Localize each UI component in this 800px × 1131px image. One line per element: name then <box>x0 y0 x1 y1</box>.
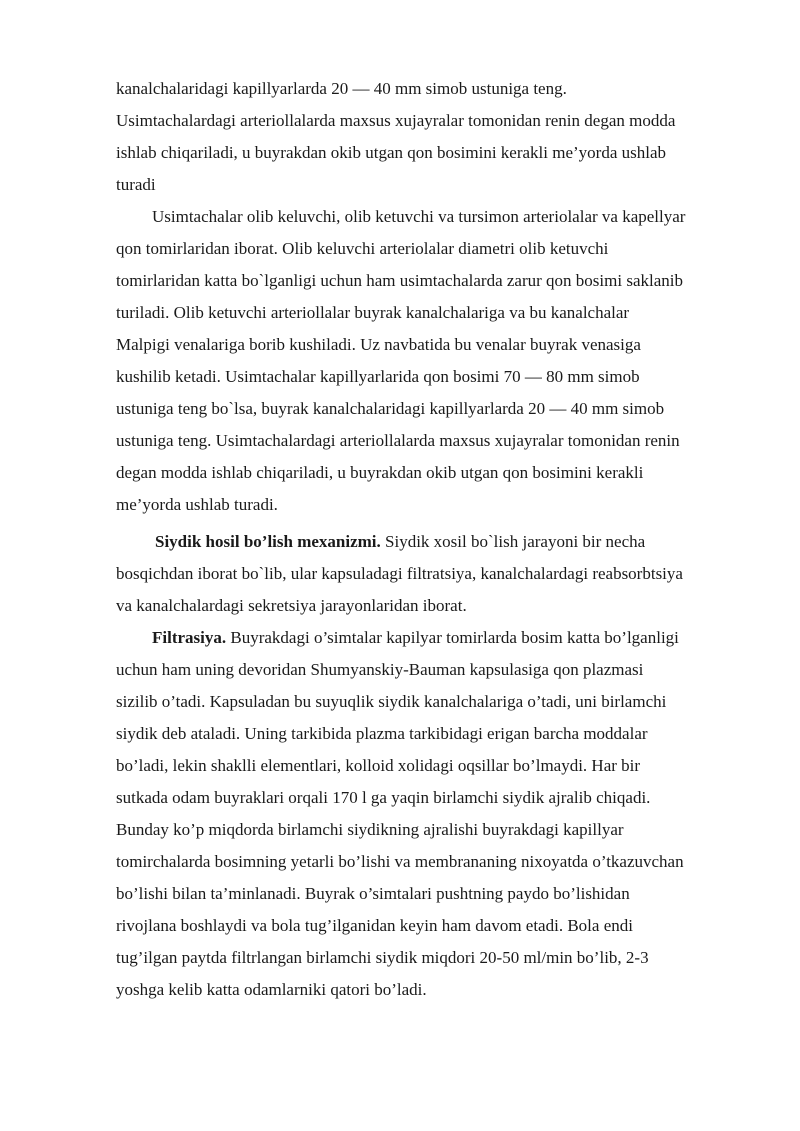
text-line: me’yorda ushlab turadi. <box>116 495 278 514</box>
paragraph-filtrasiya-first-line <box>152 628 679 648</box>
text-line: qon tomirlaridan iborat. Olib keluvchi arteriolalar diametri olib ketuvchi <box>116 239 609 258</box>
text-line: rivojlana boshlaydi va bola tug’ilganidan keyin ham davom etadi. Bola endi <box>116 916 633 935</box>
text-line: turiladi. Olib ketuvchi arteriollalar buyrak kanalchalariga va bu kanalchalar <box>116 303 630 322</box>
text-line: bo’lishi bilan ta’minlanadi. Buyrak o’simtalari pushtning paydo bo’lishidan <box>116 884 630 903</box>
text-line: ishlab chiqariladi, u buyrakdan okib utgan qon bosimini kerakli me’yorda ushlab <box>116 143 667 162</box>
text-line: turadi <box>116 175 156 194</box>
text-line: ustuniga teng. Usimtachalardagi arteriollalarda maxsus xujayralar tomonidan renin <box>116 431 680 450</box>
paragraph-siydik-first-line <box>155 532 645 552</box>
text-line: va kanalchalardagi sekretsiya jarayonlaridan iborat. <box>116 596 467 615</box>
text-line: ustuniga teng bo`lsa, buyrak kanalchalaridagi kapillyarlarda 20 — 40 mm simob <box>116 399 665 418</box>
text-line: bosqichdan iborat bo`lib, ular kapsuladagi filtratsiya, kanalchalardagi reabsorbtsiya <box>116 564 683 583</box>
text-line: kushilib ketadi. Usimtachalar kapillyarlarida qon bosimi 70 — 80 mm simob <box>116 367 640 386</box>
text-line: tug’ilgan paytda filtrlangan birlamchi siydik miqdori 20-50 ml/min bo’lib, 2-3 <box>116 948 649 967</box>
text-line: yoshga kelib katta odamlarniki qatori bo’ladi. <box>116 980 427 999</box>
text-fragment: Buyrakdagi o’simtalar kapilyar tomirlarda bosim katta bo’lganligi <box>230 628 679 647</box>
text-line: bo’ladi, lekin shaklli elementlari, kolloid xolidagi oqsillar bo’lmaydi. Har bir <box>116 756 641 775</box>
text-line: siydik deb ataladi. Uning tarkibida plazma tarkibidagi erigan barcha moddalar <box>116 724 648 743</box>
text-line: Malpigi venalariga borib kushiladi. Uz navbatida bu venalar buyrak venasiga <box>116 335 641 354</box>
text-line: Bunday ko’p miqdorda birlamchi siydikning ajralishi buyrakdagi kapillyar <box>116 820 624 839</box>
heading-siydik: Siydik hosil bo’lish mexanizmi. <box>155 532 381 551</box>
text-line: Usimtachalar olib keluvchi, olib ketuvchi va tursimon arteriolalar va kapellyar <box>152 207 686 226</box>
heading-filtrasiya: Filtrasiya. <box>152 628 227 647</box>
text-line: kanalchalaridagi kapillyarlarda 20 — 40 mm simob ustuniga teng. <box>116 79 567 98</box>
text-line: tomirchalarda bosimning yetarli bo’lishi va membrananing nixoyatda o’tkazuvchan <box>116 852 684 871</box>
text-line: uchun ham uning devoridan Shumyanskiy-Bauman kapsulasiga qon plazmasi <box>116 660 644 679</box>
text-line: sutkada odam buyraklari orqali 170 l ga yaqin birlamchi siydik ajralib chiqadi. <box>116 788 651 807</box>
text-line: sizilib o’tadi. Kapsuladan bu suyuqlik siydik kanalchalariga o’tadi, uni birlamchi <box>116 692 667 711</box>
text-line: tomirlaridan katta bo`lganligi uchun ham usimtachalarda zarur qon bosimi saklanib <box>116 271 683 290</box>
text-line: degan modda ishlab chiqariladi, u buyrakdan okib utgan qon bosimini kerakli <box>116 463 644 482</box>
text-fragment: Siydik xosil bo`lish jarayoni bir necha <box>385 532 646 551</box>
text-line: Usimtachalardagi arteriollalarda maxsus xujayralar tomonidan renin degan modda <box>116 111 676 130</box>
